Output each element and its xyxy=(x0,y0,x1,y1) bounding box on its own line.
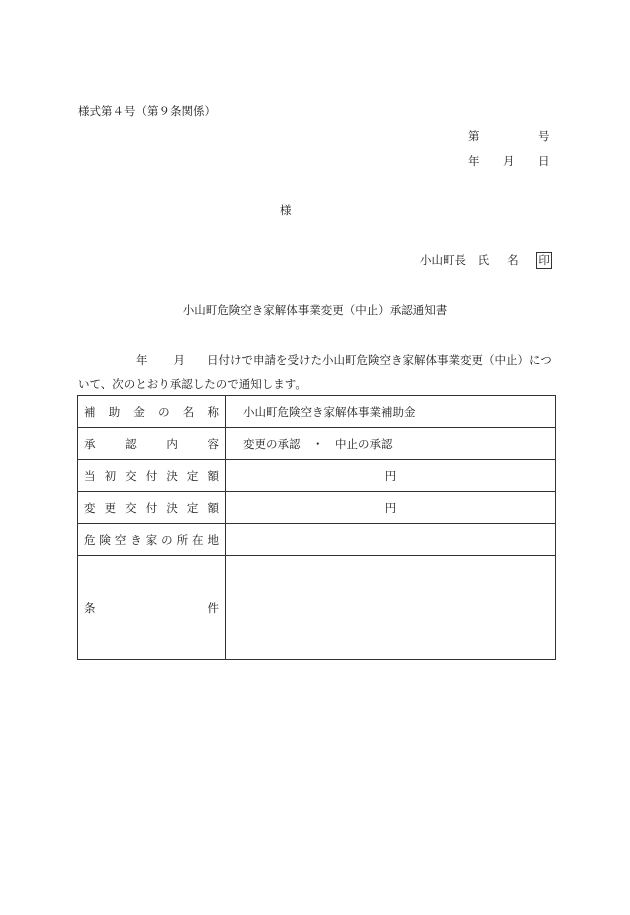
initial-amount-label: 当初交付決定額 xyxy=(78,460,226,492)
table-row xyxy=(78,556,556,660)
document-title: 小山町危険空き家解体事業変更（中止）承認通知書 xyxy=(182,303,448,317)
table-row xyxy=(78,460,556,492)
issuer-name-label: 氏名 xyxy=(477,253,537,267)
date-day-label: 日 xyxy=(538,154,550,168)
body-text: 日付けで申請を受けた小山町危険空き家解体事業変更（中止）について、次のとおり承認したので通知します。 xyxy=(78,353,552,391)
info-table xyxy=(77,395,556,660)
table-row xyxy=(78,396,556,428)
initial-amount-unit: 円 xyxy=(226,460,556,492)
date-month-label: 月 xyxy=(503,154,515,168)
document-number-unit: 号 xyxy=(538,129,550,143)
table-row xyxy=(78,428,556,460)
changed-amount-unit: 円 xyxy=(226,492,556,524)
approval-content-value: 変更の承認 ・ 中止の承認 xyxy=(226,428,556,460)
body-year-label: 年 xyxy=(136,353,148,367)
issuer-block xyxy=(420,252,552,269)
conditions-label: 条件 xyxy=(78,556,226,660)
subsidy-name-label: 補助金の名称 xyxy=(78,396,226,428)
approval-content-label: 承認内容 xyxy=(78,428,226,460)
conditions-value xyxy=(226,556,556,660)
subsidy-name-value: 小山町危険空き家解体事業補助金 xyxy=(226,396,556,428)
table-row xyxy=(78,492,556,524)
body-month-label: 月 xyxy=(173,353,185,367)
body-paragraph xyxy=(78,348,554,396)
changed-amount-label: 変更交付決定額 xyxy=(78,492,226,524)
location-label: 危険空き家の所在地 xyxy=(78,524,226,556)
seal-mark: 印 xyxy=(538,253,550,267)
document-number-label: 第 xyxy=(468,129,480,143)
form-number: 様式第４号（第９条関係） xyxy=(78,104,216,118)
issuer-title: 小山町長 xyxy=(420,253,466,267)
location-value xyxy=(226,524,556,556)
table-row xyxy=(78,524,556,556)
date-year-label: 年 xyxy=(468,154,480,168)
recipient-honorific: 様 xyxy=(280,203,292,217)
